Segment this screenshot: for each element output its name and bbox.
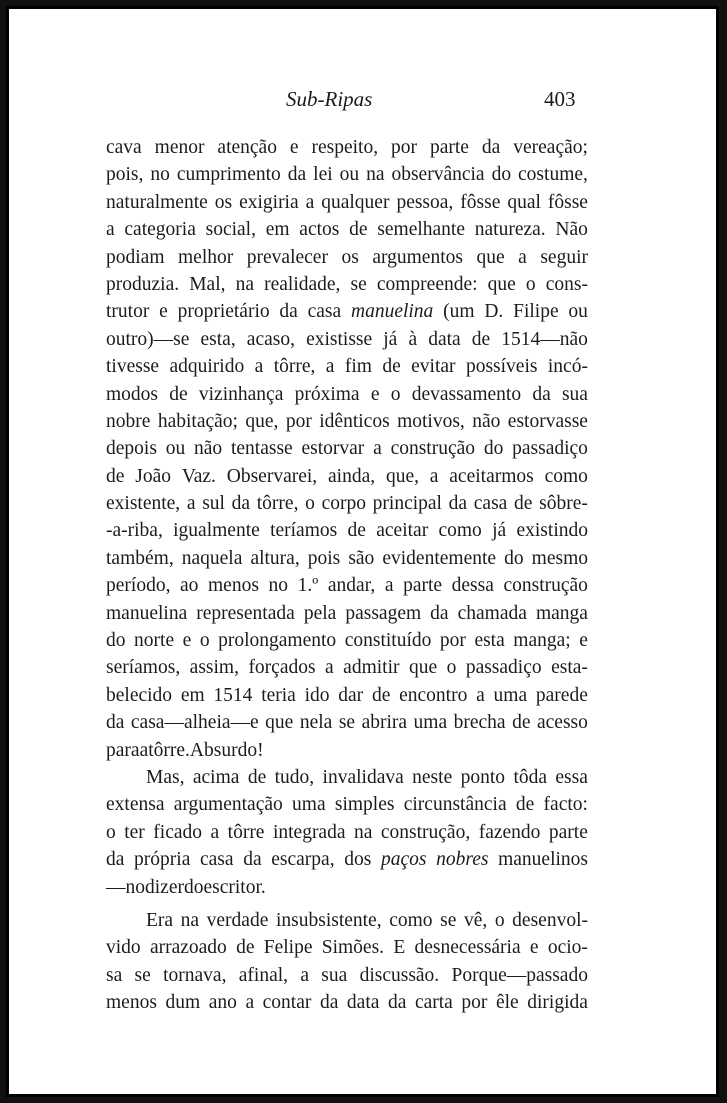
text-line: cava menor atenção e respeito, por parte da vereação;: [106, 137, 588, 158]
text-line: período, ao menos no 1.º andar, a parte dessa construção: [106, 575, 588, 597]
text-line: vido arrazoado de Felipe Simões. E desnecessária e ocio-: [106, 937, 588, 959]
text-line: existente, a sul da tôrre, o corpo principal da casa de sôbre-: [106, 493, 588, 515]
text-line: de João Vaz. Observarei, ainda, que, a aceitarmos como: [106, 465, 588, 487]
body-text: [106, 134, 588, 1017]
text-line: naturalmente os exigiria a qualquer pessoa, fôsse qual fôsse: [106, 191, 588, 213]
text-line: para a tôrre. Absurdo!: [106, 739, 264, 761]
page: [6, 6, 719, 1097]
text-line: a categoria social, em actos de semelhante natureza. Não: [106, 219, 588, 241]
text-line: seríamos, assim, forçados a admitir que o passadiço esta-: [106, 657, 588, 679]
text-line: belecido em 1514 teria ido dar de encontro a uma parede: [106, 684, 588, 706]
text-line: Mas, acima de tudo, invalidava neste ponto tôda essa: [146, 766, 588, 788]
text-line: —no dizer do escritor.: [106, 876, 266, 898]
text-line: também, naquela altura, pois são evidentemente do mesmo: [106, 547, 588, 569]
text-line: da casa—alheia—e que nela se abrira uma brecha de acesso: [106, 712, 588, 734]
text-line: pois, no cumprimento da lei ou na observância do costume,: [106, 164, 588, 186]
text-line: depois ou não tentasse estorvar a construção do passadiço: [106, 438, 588, 460]
paragraph: [106, 907, 588, 1017]
text-line: Era na verdade insubsistente, como se vê, o desenvol-: [146, 909, 588, 931]
paragraph: [106, 764, 588, 901]
text-line: modos de vizinhança próxima e o devassamento da sua: [106, 383, 588, 405]
text-line: sa se tornava, afinal, a sua discussão. Porque—passado: [106, 964, 588, 986]
text-line: outro)—se esta, acaso, existisse já à data de 1514—não: [106, 328, 588, 350]
text-line: manuelina representada pela passagem da chamada manga: [106, 602, 588, 624]
text-line: o ter ficado a tôrre integrada na construção, fazendo parte: [106, 821, 588, 843]
text-line: trutor e proprietário da casa manuelina (um D. Filipe ou: [106, 301, 588, 323]
text-line: menos dum ano a contar da data da carta por êle dirigida: [106, 992, 588, 1014]
text-line: produzia. Mal, na realidade, se compreende: que o cons-: [106, 273, 588, 295]
running-title: Sub-Ripas: [286, 87, 373, 111]
text-line: da própria casa da escarpa, dos paços nobres manuelinos: [106, 849, 588, 871]
paragraph: [106, 134, 588, 764]
text-line: -a-riba, igualmente teríamos de aceitar como já existindo: [106, 520, 588, 542]
page-number: 403: [544, 87, 576, 111]
running-head: [9, 87, 716, 117]
text-line: extensa argumentação uma simples circunstância de facto:: [106, 794, 588, 816]
text-line: podiam melhor prevalecer os argumentos que a seguir: [106, 246, 588, 268]
text-line: tivesse adquirido a tôrre, a fim de evitar possíveis incó-: [106, 356, 588, 378]
text-line: nobre habitação; que, por idênticos motivos, não estorvasse: [106, 410, 588, 432]
text-line: do norte e o prolongamento constituído por esta manga; e: [106, 630, 588, 652]
